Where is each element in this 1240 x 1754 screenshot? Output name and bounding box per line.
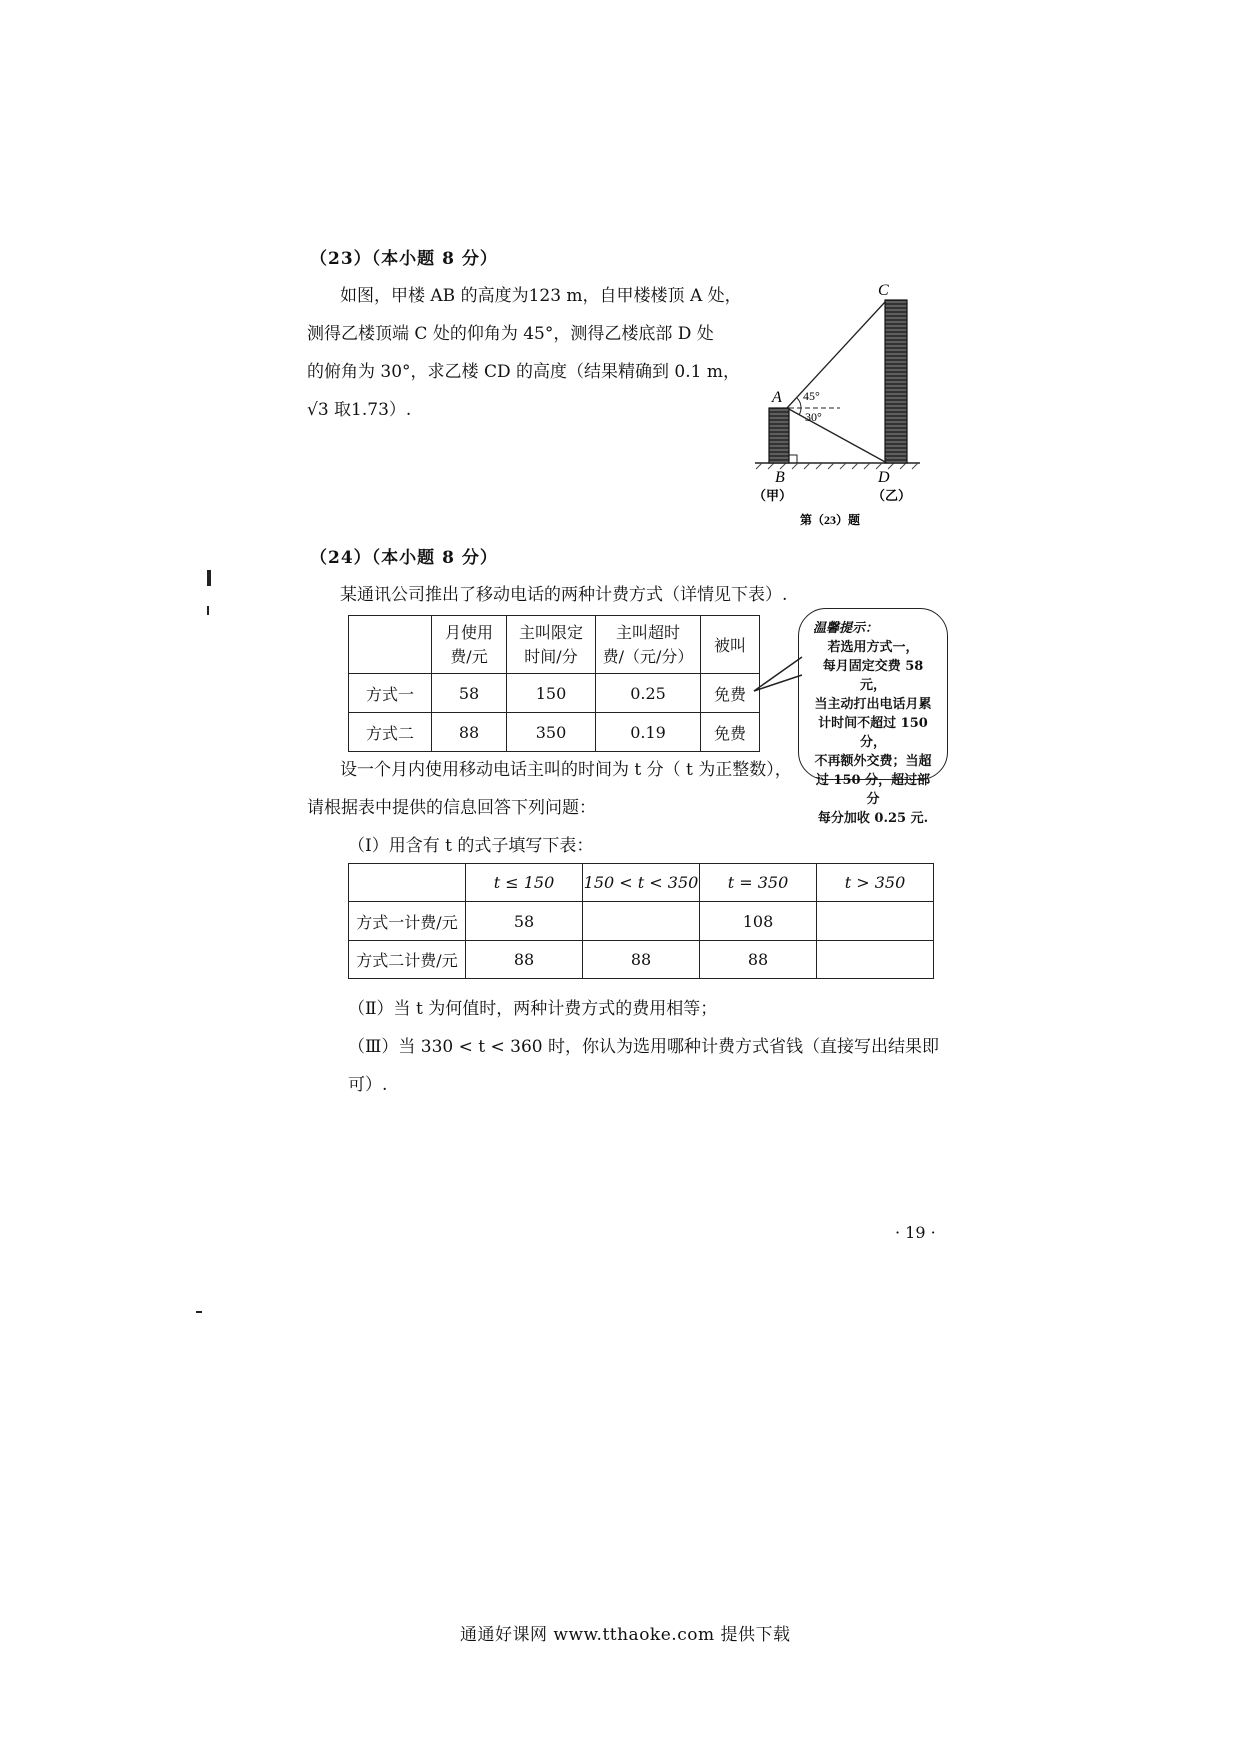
plan-cell: 0.19 (596, 713, 701, 752)
plan-cell: 350 (507, 713, 596, 752)
tip-line: 计时间不超过 150 分， (818, 716, 928, 750)
page-number: · 19 · (895, 1223, 936, 1242)
building-yi (885, 300, 907, 463)
scan-mark (196, 1311, 202, 1313)
tip-pointer (752, 655, 804, 695)
q24-part2: （Ⅱ）当 t 为何值时，两种计费方式的费用相等； (348, 999, 718, 1019)
tip-line: 不再额外交费；当超 (814, 754, 932, 769)
q23-figure-caption: 第（23）题 (800, 513, 861, 527)
fill-cell: 88 (700, 941, 817, 979)
plan-cell: 0.25 (596, 674, 701, 713)
tip-title: 温馨提示： (813, 621, 879, 636)
label-yi: （乙） (872, 488, 912, 503)
line-AD (787, 408, 887, 463)
q24-setup-2: 请根据表中提供的信息回答下列问题： (307, 798, 596, 818)
plan-cell: 免费 (701, 713, 760, 752)
plan-header-empty (349, 616, 432, 674)
tip-line: 若选用方式一， (827, 640, 919, 655)
tip-line: 每分加收 0.25 元. (817, 811, 929, 826)
q23-line-4: √3 取1.73）. (307, 400, 412, 420)
fill-cell: 方式一计费/元 (349, 902, 466, 941)
fill-header-col2: 150 < t < 350 (583, 864, 700, 902)
q24-intro: 某通讯公司推出了移动电话的两种计费方式（详情见下表）. (340, 585, 788, 605)
fill-header-col1: t ≤ 150 (466, 864, 583, 902)
q23-line-3: 的俯角为 30°，求乙楼 CD 的高度（结果精确到 0.1 m， (307, 362, 740, 382)
plan-cell: 150 (507, 674, 596, 713)
fill-cell: 88 (466, 941, 583, 979)
plan-cell: 88 (432, 713, 507, 752)
fill-table-header-row (349, 864, 934, 902)
fill-header-col4: t > 350 (817, 864, 934, 902)
footer-text: 通通好课网 www.tthaoke.com 提供下载 (460, 1625, 791, 1645)
fill-cell: 方式二计费/元 (349, 941, 466, 979)
label-D: D (878, 469, 890, 486)
fill-row-2 (349, 941, 934, 979)
q24-part3: （Ⅲ）当 330 < t < 360 时，你认为选用哪种计费方式省钱（直接写出结果即可）. (348, 1037, 940, 1095)
fill-header-col3: t = 350 (700, 864, 817, 902)
plan-cell: 方式一 (349, 674, 432, 713)
label-C: C (878, 282, 889, 299)
fill-row-1 (349, 902, 934, 941)
fill-cell: 108 (700, 902, 817, 941)
label-B: B (775, 469, 785, 486)
plan-table-header-row (349, 616, 760, 674)
tip-line: 过 150 分，超过部分 (815, 773, 931, 807)
tip-line: 每月固定交费 58 元， (822, 659, 924, 693)
fill-cell (817, 941, 934, 979)
plan-row-1 (349, 674, 760, 713)
q23-title: （23）（本小题 8 分） (310, 249, 498, 269)
fill-cell (583, 902, 700, 941)
q24-setup-1: 设一个月内使用移动电话主叫的时间为 t 分（ t 为正整数）， (340, 760, 792, 780)
scan-mark (207, 606, 209, 615)
tip-line: 当主动打出电话月累 (814, 697, 932, 712)
fill-cell: 58 (466, 902, 583, 941)
tip-callout (798, 608, 948, 826)
plan-cell: 方式二 (349, 713, 432, 752)
line-AC (787, 302, 885, 408)
building-jia (769, 408, 789, 463)
plan-header-called: 被叫 (701, 616, 760, 674)
fill-table (348, 863, 934, 979)
plan-cell: 58 (432, 674, 507, 713)
fill-header-empty (349, 864, 466, 902)
label-jia: （甲） (753, 488, 793, 503)
q24-title: （24）（本小题 8 分） (310, 548, 498, 568)
plan-header-overtime-fee: 主叫超时 费/（元/分） (596, 616, 701, 674)
plan-cell: 免费 (701, 674, 760, 713)
q23-line-1: 如图，甲楼 AB 的高度为123 m，自甲楼楼顶 A 处， (340, 286, 742, 306)
scan-mark (207, 570, 211, 586)
plan-table (348, 615, 760, 752)
q24-part1: （Ⅰ）用含有 t 的式子填写下表： (348, 836, 594, 856)
angle-30-label: 30° (805, 410, 822, 424)
plan-header-time-limit: 主叫限定 时间/分 (507, 616, 596, 674)
q23-line-2: 测得乙楼顶端 C 处的仰角为 45°，测得乙楼底部 D 处 (307, 324, 714, 344)
label-A: A (772, 389, 782, 406)
angle-45-label: 45° (803, 389, 820, 403)
fill-cell (817, 902, 934, 941)
q23-figure (750, 280, 980, 535)
plan-header-monthly-fee: 月使用 费/元 (432, 616, 507, 674)
plan-row-2 (349, 713, 760, 752)
fill-cell: 88 (583, 941, 700, 979)
